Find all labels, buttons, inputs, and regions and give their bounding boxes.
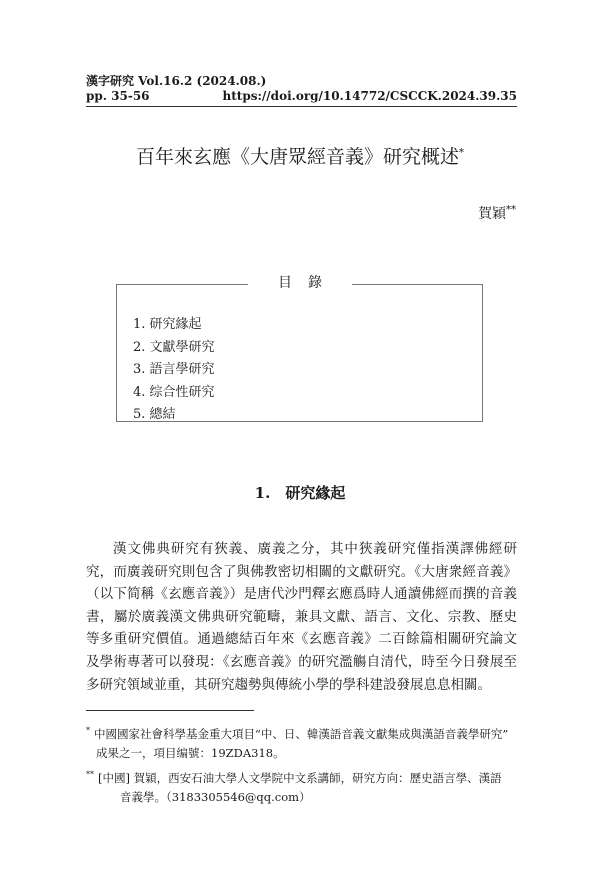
footnote-text: 成果之一，項目编號：19ZDA318。	[96, 745, 285, 760]
section-heading: 1. 研究緣起	[254, 484, 346, 502]
title-text: 百年來玄應《大唐眾經音義》研究概述	[135, 146, 459, 168]
toc-item: 3. 語言學研究	[133, 362, 215, 377]
toc-list	[133, 314, 215, 427]
author-text: 賀穎	[478, 206, 506, 222]
header-rule	[86, 106, 517, 107]
toc-item: 1. 研究緣起	[133, 317, 202, 332]
author-name	[478, 203, 516, 223]
toc-item: 5. 總結	[133, 407, 176, 422]
footnote-2	[86, 765, 517, 807]
footnote-text: 中國國家社會科學基金重大項目“中、日、韓漢語音義文獻集成與漢語音義學研究”	[94, 726, 509, 741]
paper-title	[0, 142, 600, 169]
toc-item: 4. 综合性研究	[133, 384, 215, 400]
toc-heading: 目錄	[0, 272, 600, 292]
footnote-mark: *	[86, 726, 90, 735]
page-range: pp. 35-56	[86, 89, 150, 103]
doi-link[interactable]: https://doi.org/10.14772/CSCCK.2024.39.35	[222, 89, 517, 103]
body-paragraph: 漢文佛典研究有狹義、廣義之分，其中狹義研究僅指漢譯佛經研究，而廣義研究則包含了與佛教密切相關的文獻研究。《大唐衆經音義》（以下简稱《玄應音義》）是唐代沙門釋玄應爲時人通讀佛經而撰的音義書，屬於廣義漢文佛典研究範疇，兼具文獻、語言、文化、宗教、歷史等多重研究價值。通過總結百年來《玄應音義》二百餘篇相關研究論文及學術專著可以發現：《玄應音義》的研究濫觴自清代，時至今日發展至多研究領域並重，其研究趨勢與傳統小學的學科建設發展息息相關。	[86, 541, 517, 693]
footnote-1	[86, 721, 517, 763]
journal-header: 漢字研究 Vol.16.2 (2024.08.)	[86, 74, 267, 88]
footnote-mark: **	[86, 770, 94, 779]
footnote-text: 音義學。（3183305546@qq.com）	[120, 789, 311, 804]
footnote-rule	[86, 710, 254, 711]
footnote-text: [中國] 賀穎，西安石油大學人文學院中文系講師，研究方向：歷史語言學、漢語	[98, 770, 502, 785]
author-footnote-mark: **	[506, 204, 516, 216]
title-footnote-mark: *	[459, 147, 464, 159]
toc-item: 2. 文獻學研究	[133, 339, 215, 355]
